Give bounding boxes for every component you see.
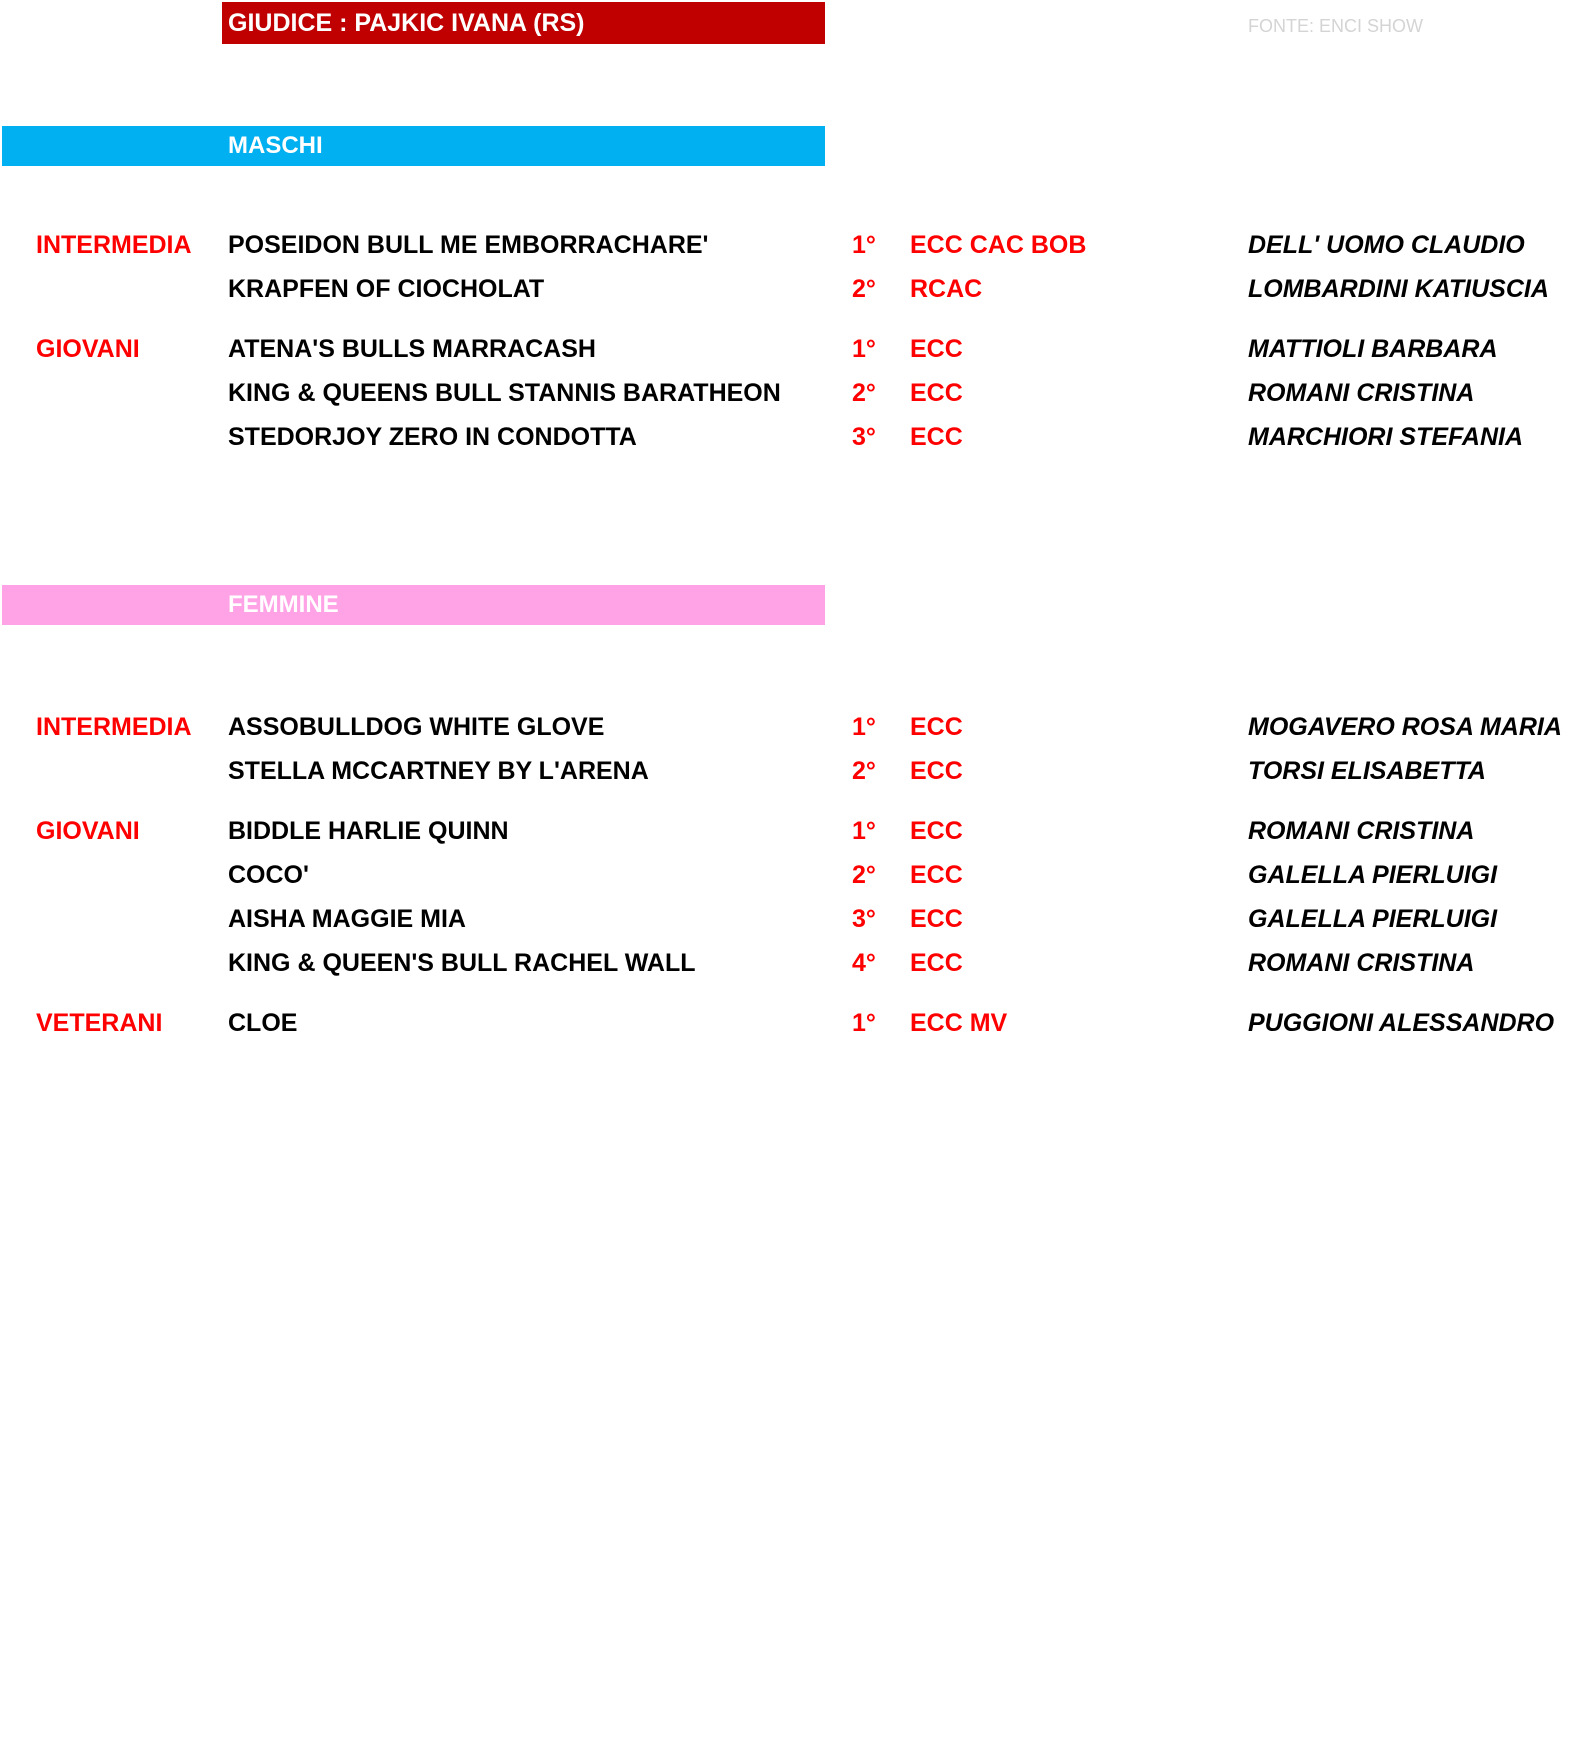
owner-name: MOGAVERO ROSA MARIA (1248, 713, 1562, 741)
dog-name: KRAPFEN OF CIOCHOLAT (228, 275, 545, 303)
placement: 2° (852, 757, 876, 785)
class-label: VETERANI (36, 1009, 163, 1037)
owner-name: ROMANI CRISTINA (1248, 949, 1475, 977)
results-row (0, 225, 1570, 265)
owner-name: GALELLA PIERLUIGI (1248, 905, 1498, 933)
results-row (0, 943, 1570, 983)
placement: 2° (852, 861, 876, 889)
class-label: INTERMEDIA (36, 713, 192, 741)
award: ECC (910, 861, 963, 889)
results-row (0, 707, 1570, 747)
owner-name: ROMANI CRISTINA (1248, 379, 1475, 407)
dog-name: KING & QUEEN'S BULL RACHEL WALL (228, 949, 696, 977)
award: ECC (910, 423, 963, 451)
placement: 1° (852, 1009, 876, 1037)
dog-name: BIDDLE HARLIE QUINN (228, 817, 509, 845)
dog-name: KING & QUEENS BULL STANNIS BARATHEON (228, 379, 781, 407)
placement: 4° (852, 949, 876, 977)
dog-name: CLOE (228, 1009, 298, 1037)
award: ECC MV (910, 1009, 1008, 1037)
males-section-header: MASCHI (2, 126, 825, 166)
placement: 1° (852, 231, 876, 259)
dog-name: COCO' (228, 861, 309, 889)
results-row (0, 373, 1570, 413)
placement: 1° (852, 817, 876, 845)
source-note: FONTE: ENCI SHOW (1248, 16, 1423, 36)
dog-name: POSEIDON BULL ME EMBORRACHARE' (228, 231, 709, 259)
class-label: GIOVANI (36, 817, 140, 845)
owner-name: ROMANI CRISTINA (1248, 817, 1475, 845)
placement: 3° (852, 423, 876, 451)
owner-name: MARCHIORI STEFANIA (1248, 423, 1523, 451)
award: ECC CAC BOB (910, 231, 1087, 259)
award: ECC (910, 713, 963, 741)
owner-name: PUGGIONI ALESSANDRO (1248, 1009, 1555, 1037)
award: RCAC (910, 275, 983, 303)
females-section-header: FEMMINE (2, 585, 825, 625)
class-label: GIOVANI (36, 335, 140, 363)
owner-name: LOMBARDINI KATIUSCIA (1248, 275, 1549, 303)
results-row (0, 417, 1570, 457)
placement: 1° (852, 713, 876, 741)
award: ECC (910, 757, 963, 785)
results-row (0, 269, 1570, 309)
results-row (0, 1003, 1570, 1043)
award: ECC (910, 949, 963, 977)
class-label: INTERMEDIA (36, 231, 192, 259)
owner-name: GALELLA PIERLUIGI (1248, 861, 1498, 889)
award: ECC (910, 379, 963, 407)
placement: 1° (852, 335, 876, 363)
owner-name: DELL' UOMO CLAUDIO (1248, 231, 1525, 259)
award: ECC (910, 335, 963, 363)
placement: 2° (852, 275, 876, 303)
results-row (0, 899, 1570, 939)
results-row (0, 811, 1570, 851)
award: ECC (910, 817, 963, 845)
dog-name: AISHA MAGGIE MIA (228, 905, 466, 933)
dog-name: STELLA MCCARTNEY BY L'ARENA (228, 757, 649, 785)
dog-name: ASSOBULLDOG WHITE GLOVE (228, 713, 605, 741)
judge-title: GIUDICE : PAJKIC IVANA (RS) (222, 2, 825, 44)
placement: 2° (852, 379, 876, 407)
dog-name: ATENA'S BULLS MARRACASH (228, 335, 596, 363)
award: ECC (910, 905, 963, 933)
dog-name: STEDORJOY ZERO IN CONDOTTA (228, 423, 637, 451)
placement: 3° (852, 905, 876, 933)
owner-name: MATTIOLI BARBARA (1248, 335, 1498, 363)
results-row (0, 329, 1570, 369)
owner-name: TORSI ELISABETTA (1248, 757, 1486, 785)
results-row (0, 751, 1570, 791)
results-row (0, 855, 1570, 895)
